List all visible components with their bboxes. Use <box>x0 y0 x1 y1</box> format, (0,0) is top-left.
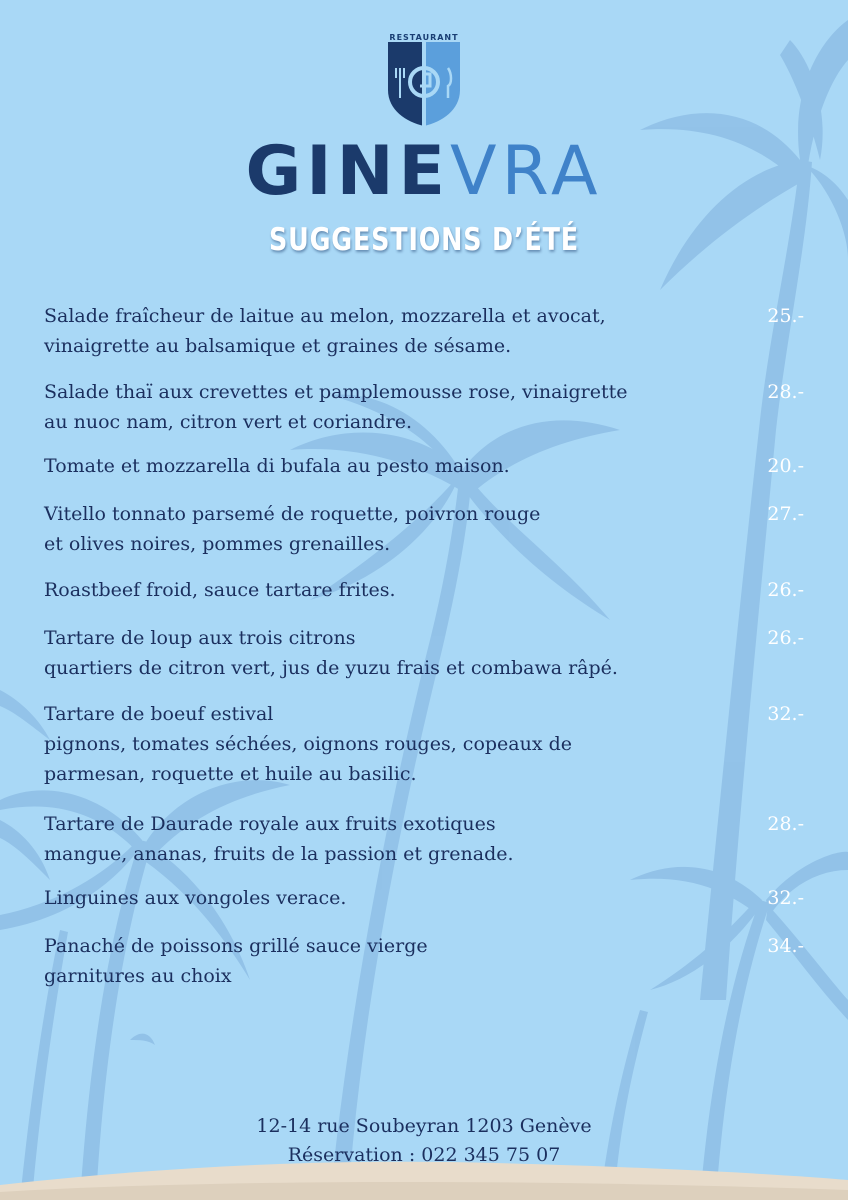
menu-item-description <box>44 623 734 683</box>
menu-item-line: Tomate et mozzarella di bufala au pesto maison. <box>44 455 510 477</box>
menu-item-description <box>44 451 734 481</box>
menu-item-line: parmesan, roquette et huile au basilic. <box>44 763 417 785</box>
menu-item-line: Linguines aux vongoles verace. <box>44 887 347 909</box>
menu-item <box>44 883 814 913</box>
brand-name <box>0 132 848 211</box>
menu-item-description <box>44 931 734 991</box>
menu-item-line: Tartare de boeuf estival <box>44 703 274 725</box>
brand-part-vra: VRA <box>449 132 603 211</box>
menu-item-line: et olives noires, pommes grenailles. <box>44 533 391 555</box>
menu-item-price: 25.- <box>767 305 804 327</box>
menu-item-line: Roastbeef froid, sauce tartare frites. <box>44 579 396 601</box>
menu-item-line: mangue, ananas, fruits de la passion et grenade. <box>44 843 514 865</box>
menu-item-price: 26.- <box>767 627 804 649</box>
menu-item-price: 20.- <box>767 455 804 477</box>
menu-item-line: garnitures au choix <box>44 965 232 987</box>
menu-item-description <box>44 699 734 789</box>
menu-item-price: 28.- <box>767 381 804 403</box>
menu-item <box>44 931 814 991</box>
menu-item-line: Vitello tonnato parsemé de roquette, poivron rouge <box>44 503 541 525</box>
menu-item <box>44 301 814 361</box>
menu-item <box>44 809 814 869</box>
menu-item-description <box>44 301 734 361</box>
menu-item-price: 32.- <box>767 703 804 725</box>
menu-item <box>44 699 814 789</box>
menu-item-line: Panaché de poissons grillé sauce vierge <box>44 935 428 957</box>
menu-item-description <box>44 575 734 605</box>
menu-item-line: Salade fraîcheur de laitue au melon, mozzarella et avocat, <box>44 305 606 327</box>
menu-item <box>44 451 814 481</box>
menu-item-line: Salade thaï aux crevettes et pamplemousse rose, vinaigrette <box>44 381 628 403</box>
logo-restaurant-text: RESTAURANT <box>389 33 459 42</box>
menu-item <box>44 377 814 437</box>
restaurant-shield-logo <box>384 34 464 130</box>
menu-item-line: Tartare de loup aux trois citrons <box>44 627 356 649</box>
menu-item-description <box>44 377 734 437</box>
brand-part-gine: GINE <box>245 132 450 211</box>
menu-item-price: 27.- <box>767 503 804 525</box>
menu-item <box>44 575 814 605</box>
menu-item-line: quartiers de citron vert, jus de yuzu frais et combawa râpé. <box>44 657 618 679</box>
menu-item-description <box>44 883 734 913</box>
menu-item <box>44 623 814 683</box>
menu-item-price: 32.- <box>767 887 804 909</box>
menu-item-line: Tartare de Daurade royale aux fruits exotiques <box>44 813 496 835</box>
menu-item-price: 34.- <box>767 935 804 957</box>
menu-subtitle: SUGGESTIONS D’ÉTÉ <box>269 222 579 258</box>
menu-item-line: pignons, tomates séchées, oignons rouges, copeaux de <box>44 733 573 755</box>
menu-item-line: au nuoc nam, citron vert et coriandre. <box>44 411 412 433</box>
menu-item <box>44 499 814 559</box>
address-line: 12-14 rue Soubeyran 1203 Genève <box>256 1115 592 1137</box>
menu-item-description <box>44 499 734 559</box>
menu-item-price: 26.- <box>767 579 804 601</box>
menu-item-line: vinaigrette au balsamique et graines de sésame. <box>44 335 512 357</box>
menu-item-price: 28.- <box>767 813 804 835</box>
menu-list <box>44 301 814 991</box>
menu-item-description <box>44 809 734 869</box>
footer-contact <box>0 1112 848 1170</box>
reservation-line: Réservation : 022 345 75 07 <box>287 1144 561 1166</box>
